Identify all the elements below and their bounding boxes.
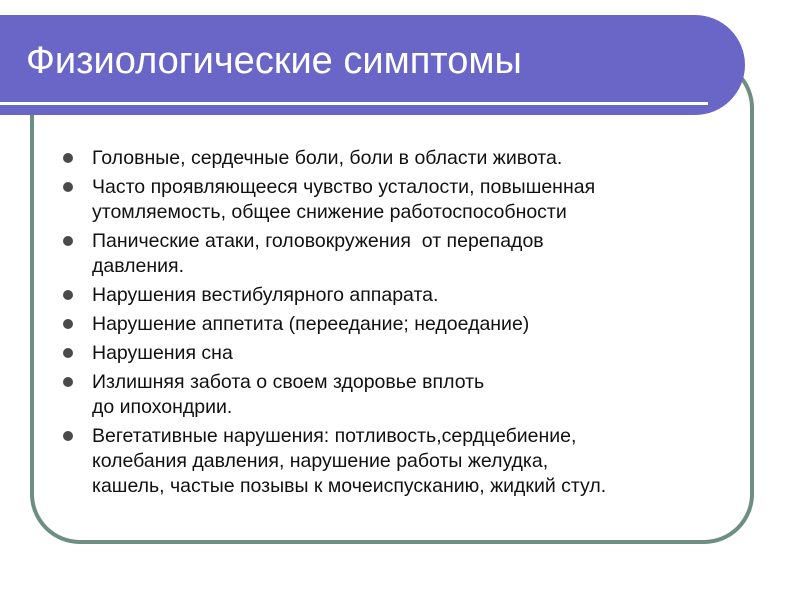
bullet-dot <box>63 431 73 441</box>
bullet-text: Головные, сердечные боли, боли в области живота. <box>92 147 563 169</box>
bullet-text: Нарушения вестибулярного аппарата. <box>92 284 439 306</box>
bullet-dot <box>63 153 73 163</box>
bullet-dot <box>63 319 73 329</box>
bullet-text: до ипохондрии. <box>92 396 233 418</box>
bullet-item <box>60 175 750 225</box>
bullet-item <box>60 229 750 279</box>
bullet-text: Вегетативные нарушения: потливость,сердцебиение, <box>92 425 577 447</box>
bullet-item <box>60 341 750 366</box>
bullet-text: Нарушение аппетита (переедание; недоедание) <box>92 313 530 335</box>
bullet-text: Излишняя забота о своем здоровье вплоть <box>92 371 485 393</box>
bullet-text: Нарушения сна <box>92 342 233 364</box>
bullet-dot <box>63 348 73 358</box>
bullet-item <box>60 283 750 308</box>
bullet-list <box>60 146 750 503</box>
bullet-text: утомляемость, общее снижение работоспособности <box>92 201 567 223</box>
slide-title: Физиологические симптомы <box>26 40 522 82</box>
bullet-dot <box>63 290 73 300</box>
bullet-item <box>60 370 750 420</box>
bullet-text: Панические атаки, головокружения от перепадов <box>92 230 544 252</box>
bullet-text: Часто проявляющееся чувство усталости, повышенная <box>92 176 596 198</box>
bullet-dot <box>63 236 73 246</box>
bullet-item <box>60 146 750 171</box>
bullet-text: колебания давления, нарушение работы желудка, <box>92 450 549 472</box>
bullet-item <box>60 424 750 499</box>
bullet-dot <box>63 377 73 387</box>
title-underline <box>0 102 708 105</box>
bullet-text: кашель, частые позывы к мочеиспусканию, жидкий стул. <box>92 475 607 497</box>
bullet-text: давления. <box>92 255 184 277</box>
bullet-dot <box>63 182 73 192</box>
bullet-item <box>60 312 750 337</box>
